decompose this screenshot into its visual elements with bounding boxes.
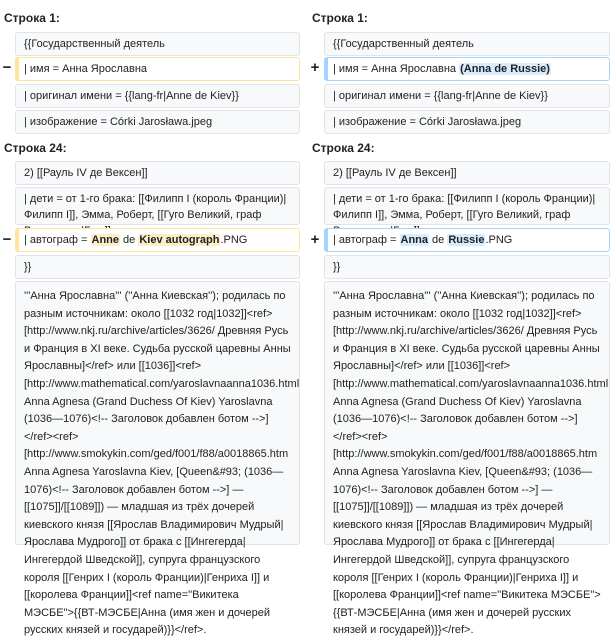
added-line-mid: de — [429, 234, 448, 246]
added-line-suffix: .PNG — [485, 234, 513, 246]
added-line — [324, 57, 610, 81]
deleted-word: Anne — [91, 234, 119, 246]
plus-marker-icon: + — [310, 231, 320, 248]
context-line: | дети = от 1-го брака: [[Филипп I (король Франции)|Филипп I]], Эмма, Роберт, [[Гуго Великий, граф — [15, 187, 300, 225]
plus-marker-icon: + — [310, 59, 320, 76]
added-line — [324, 228, 610, 252]
context-line: | дети = от 1-го брака: [[Филипп I (король Франции)|Филипп I]], Эмма, Роберт, [[Гуго Великий, граф — [324, 187, 610, 225]
added-word: (Anna de Russie) — [460, 63, 550, 75]
added-line-text: | имя = Анна Ярославна — [333, 63, 460, 75]
context-paragraph: '''Анна Ярославна''' (''Анна Киевская''); родилась по разным источникам: около [[1032 год|1032]]<ref>[http://www.nkj.ru/archive/articles/3626/ Древняя Русь и Франция в XI веке. Судьба русской царевны Анны Ярославны]</ref> или [[1036]]<ref>[http://www.mathematical.com/yaroslavnaanna1036.html Anna Agnesa (Grand Duchess Of Kiev) Yaroslavna (1036—1076)<!-- Заголовок добавлен ботом -->]</ref><ref>[http://www.smokykin.com/ged/f001/f88/a0018865.htm Anna Agnesa Yaroslavna Kiev, [Queen&#93; (1036—1076)<!-- Заголовок добавлен ботом -->] — [[1075]]/[[1089]]) — младшая из трёх дочерей киевского князя [[Ярослав Владимирович Мудрый|Ярослава Мудрого]] от брака с [[Ингегерда|Ингегердой Шведской]], супруга французского короля [[Генрих I (король Франции)|Генриха I]] и [[королева Франции]]<ref name="Викитека МЭСБЕ">{{ВТ-МЭСБЕ|Анна (имя жен и дочерей русских князей и государей)}}</ref>. — [324, 281, 610, 545]
line-number-heading: Строка 24: — [312, 141, 375, 155]
added-word: Russie — [448, 234, 485, 246]
line-number-heading: Строка 1: — [312, 11, 368, 25]
minus-marker-icon: − — [2, 59, 12, 76]
minus-marker-icon: − — [2, 231, 12, 248]
line-number-heading: Строка 24: — [4, 141, 67, 155]
deleted-line-prefix: | автограф = — [24, 234, 91, 246]
deleted-line — [15, 57, 300, 81]
context-line: | изображение = Córki Jarosława.jpeg — [324, 110, 610, 134]
deleted-word: Kiev autograph — [139, 234, 220, 246]
context-line: | оригинал имени = {{lang-fr|Anne de Kiev}} — [15, 84, 300, 108]
context-line: }} — [324, 255, 610, 279]
deleted-line-suffix: .PNG — [220, 234, 248, 246]
context-line: {{Государственный деятель — [324, 32, 610, 56]
deleted-line — [15, 228, 300, 252]
context-paragraph: '''Анна Ярославна''' (''Анна Киевская''); родилась по разным источникам: около [[1032 год|1032]]<ref>[http://www.nkj.ru/archive/articles/3626/ Древняя Русь и Франция в XI веке. Судьба русской царевны Анны Ярославны]</ref> или [[1036]]<ref>[http://www.mathematical.com/yaroslavnaanna1036.html Anna Agnesa (Grand Duchess Of Kiev) Yaroslavna (1036—1076)<!-- Заголовок добавлен ботом -->]</ref><ref>[http://www.smokykin.com/ged/f001/f88/a0018865.htm Anna Agnesa Yaroslavna Kiev, [Queen&#93; (1036—1076)<!-- Заголовок добавлен ботом -->] — [[1075]]/[[1089]]) — младшая из трёх дочерей киевского князя [[Ярослав Владимирович Мудрый|Ярослава Мудрого]] от брака с [[Ингегерда|Ингегердой Шведской]], супруга французского короля [[Генрих I (король Франции)|Генриха I]] и [[королева Франции]]<ref name="Викитека МЭСБЕ">{{ВТ-МЭСБЕ|Анна (имя жен и дочерей русских князей и государей)}}</ref>. — [15, 281, 300, 545]
context-line: | оригинал имени = {{lang-fr|Anne de Kiev}} — [324, 84, 610, 108]
deleted-line-text: | имя = Анна Ярославна — [24, 63, 148, 75]
added-word: Anna — [400, 234, 428, 246]
context-line: | изображение = Córki Jarosława.jpeg — [15, 110, 300, 134]
deleted-line-mid: de — [120, 234, 139, 246]
context-line: }} — [15, 255, 300, 279]
line-number-heading: Строка 1: — [4, 11, 60, 25]
context-line: 2) [[Рауль IV де Вексен]] — [324, 161, 610, 185]
added-line-prefix: | автограф = — [333, 234, 400, 246]
context-line: 2) [[Рауль IV де Вексен]] — [15, 161, 300, 185]
context-line: {{Государственный деятель — [15, 32, 300, 56]
